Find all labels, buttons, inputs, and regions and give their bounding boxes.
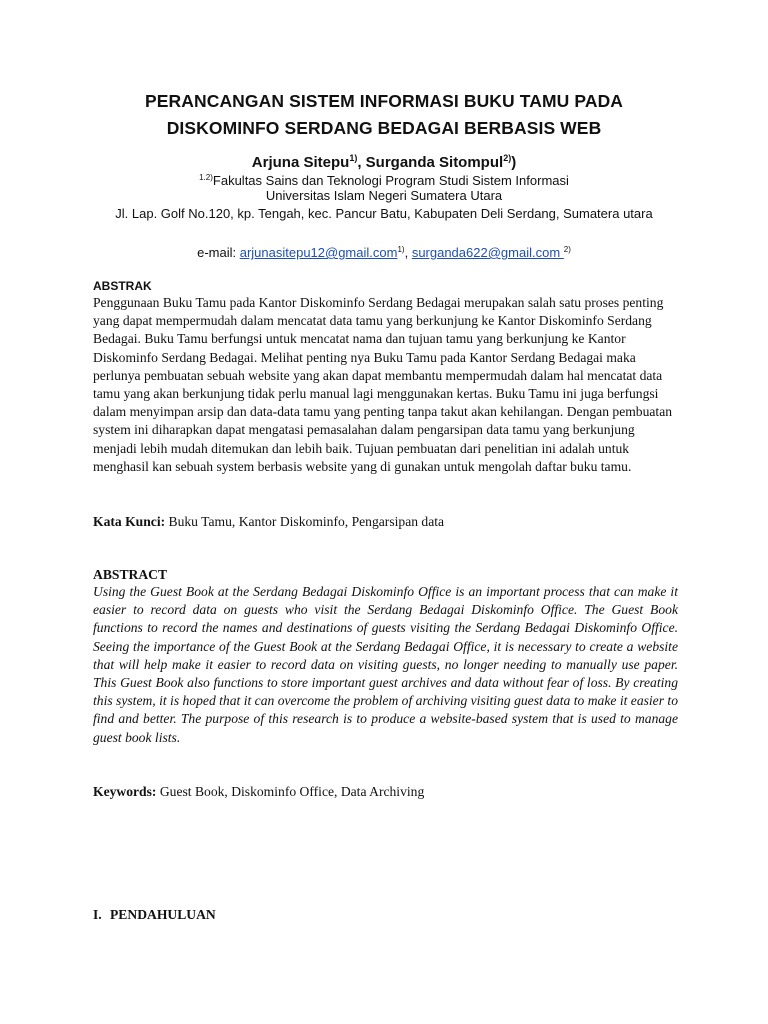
author-2-name: Surganda Sitompul xyxy=(365,154,504,171)
affiliation-address: Jl. Lap. Golf No.120, kp. Tengah, kec. Pancur Batu, Kabupaten Deli Serdang, Sumatera utara xyxy=(115,206,653,221)
author-1-marker: 1) xyxy=(349,153,358,163)
paper-title-line-2: DISKOMINFO SERDANG BEDAGAI BERBASIS WEB xyxy=(166,118,602,138)
author-separator: , xyxy=(357,154,366,171)
section-number: I. xyxy=(93,907,102,922)
email-separator: , xyxy=(404,245,412,260)
email-line xyxy=(40,241,728,262)
email-link-2[interactable]: surganda622@gmail.com xyxy=(411,245,564,260)
author-2-marker: 2) xyxy=(503,153,512,163)
affiliation-faculty-text: Fakultas Sains dan Teknologi Program Studi Sistem Informasi xyxy=(212,173,569,188)
abstrak-body: Penggunaan Buku Tamu pada Kantor Diskominfo Serdang Bedagai merupakan salah satu proses penting yang dapat mempermudah dalam mencatat data tamu yang berkunjung ke Kantor Diskominfo Serdang Bedagai. Buku Tamu berfungsi untuk mencatat nama dan tujuan tamu yang berkunjung ke Kantor Diskominfo Serdang Bedagai. Melihat penting nya Buku Tamu pada Kantor Serdang Bedagai maka perlunya pembuatan sebuah website yang akan dapat membantu mempermudah dalam hal mencatat data tamu yang akan berkunjung tidak perlu manual lagi menggunakan kertas. Buku Tamu ini juga berfungsi dalam menyimpan arsip dan data-data tamu yang penting tanpa takut akan kehilangan. Dengan pembuatan system ini diharapkan dapat mengatasi pemasalahan dalam pengarsipan data tamu yang berkunjung menjadi lebih mudah ditemukan dan lebih baik. Tujuan pembuatan dari penelitian ini adalah untuk menghasil kan sebuah system berbasis website yang di gunakan untuk mengolah daftar buku tamu. xyxy=(93,295,673,474)
section-heading-introduction xyxy=(93,906,216,924)
abstract-body: Using the Guest Book at the Serdang Bedagai Diskominfo Office is an important process that can make it easier to record data on guests who visit the Serdang Bedagai Diskominfo Office. The Guest Book functions to record the names and destinations of guests visiting the Serdang Bedagai Diskominfo Office. Seeing the importance of the Guest Book at the Serdang Bedagai Office, it is necessary to create a website that will help make it easier to record data on visiting guests, no longer needing to manually use paper. This Guest Book also functions to store important guest archives and data without fear of loss. By creating this system, it is hoped that it can overcome the problem of archiving visiting guest data to make it easier to find and better. The purpose of this research is to produce a website-based system that is used to manage guest book lists. xyxy=(93,584,678,745)
affiliation-university: Universitas Islam Negeri Sumatera Utara xyxy=(265,188,503,203)
abstract-keywords-text: Guest Book, Diskominfo Office, Data Archiving xyxy=(156,784,425,799)
email-link-1[interactable]: arjunasitepu12@gmail.com xyxy=(239,245,398,260)
paper-title-line-1: PERANCANGAN SISTEM INFORMASI BUKU TAMU PADA xyxy=(144,91,624,111)
section-title: PENDAHULUAN xyxy=(110,907,216,922)
email-2-marker: 2) xyxy=(563,245,571,254)
abstract-keywords-label: Keywords: xyxy=(93,784,157,799)
abstrak-keywords xyxy=(93,513,678,531)
author-trailing: ) xyxy=(511,154,517,171)
abstrak-heading: ABSTRAK xyxy=(93,279,152,293)
abstrak-keywords-text: Buku Tamu, Kantor Diskominfo, Pengarsipan data xyxy=(165,514,445,529)
abstract-heading: ABSTRACT xyxy=(93,567,168,582)
author-1-name: Arjuna Sitepu xyxy=(251,154,350,171)
paper-title xyxy=(60,88,708,142)
email-label: e-mail: xyxy=(197,245,240,260)
email-1-marker: 1) xyxy=(397,245,405,254)
abstract-keywords xyxy=(93,783,678,801)
abstrak-keywords-label: Kata Kunci: xyxy=(93,514,166,529)
affiliation-marker: 1.2) xyxy=(199,173,213,182)
